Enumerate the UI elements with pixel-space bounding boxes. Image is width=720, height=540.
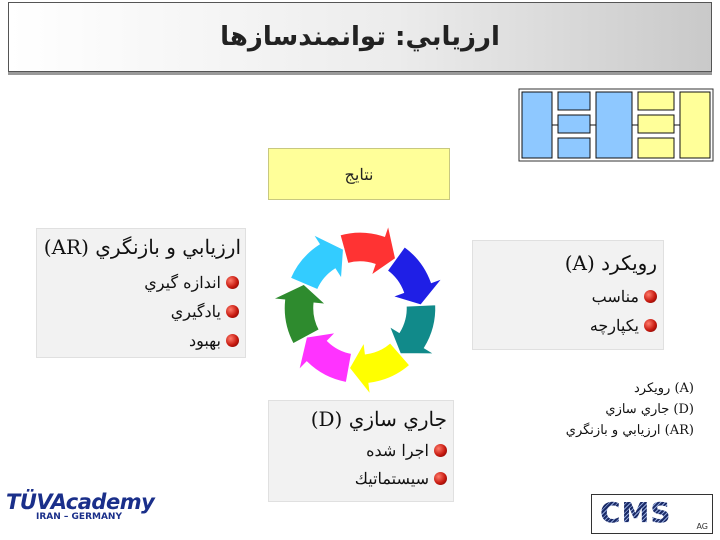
- tuv-logo-text: TÜVAcademy: [6, 490, 155, 514]
- legend: [454, 378, 694, 441]
- teal-arrow: [389, 305, 436, 355]
- assessment-heading: ارزيابي و بازنگري (AR): [43, 235, 241, 259]
- assessment-panel: [36, 228, 246, 358]
- legend-deployment: (D) جاري سازي: [605, 402, 694, 417]
- results-box: [268, 148, 450, 200]
- cms-logo: [591, 494, 713, 534]
- tuv-logo-subtitle: IRAN – GERMANY: [36, 512, 122, 522]
- approach-item: مناسب: [592, 287, 657, 306]
- red-bullet-icon: [644, 319, 657, 332]
- red-bullet-icon: [226, 334, 239, 347]
- magenta-arrow: [298, 332, 351, 383]
- deployment-item: سيستماتيك: [355, 469, 447, 488]
- page-title: ارزيابي: توانمندسازها: [220, 22, 500, 52]
- red-arrow: [340, 225, 396, 276]
- assessment-item: اندازه گيري: [144, 273, 239, 292]
- deployment-panel: [268, 400, 454, 502]
- assessment-item: يادگيري: [171, 302, 239, 321]
- legend-approach: (A) رويكرد: [634, 381, 694, 396]
- approach-panel: [472, 240, 664, 350]
- deployment-heading: جاري سازي (D): [310, 407, 447, 431]
- radar-cycle-diagram: [270, 210, 450, 406]
- cms-logo-suffix: AG: [696, 522, 708, 531]
- approach-item: يكپارچه: [590, 316, 657, 335]
- red-bullet-icon: [226, 305, 239, 318]
- red-bullet-icon: [434, 444, 447, 457]
- red-bullet-icon: [434, 472, 447, 485]
- red-bullet-icon: [226, 276, 239, 289]
- model-grid-icon: [518, 88, 714, 162]
- approach-heading: رويكرد (A): [564, 251, 657, 275]
- cms-logo-text: CMS: [600, 496, 672, 529]
- deployment-item: اجرا شده: [366, 441, 447, 460]
- assessment-item: بهبود: [189, 331, 239, 350]
- results-label: نتايج: [344, 164, 374, 184]
- title-banner: [8, 2, 712, 72]
- cyan-arrow: [290, 234, 344, 290]
- tuv-academy-logo: [6, 490, 155, 522]
- legend-assessment: (AR) ارزيابي و بازنگري: [565, 423, 694, 438]
- red-bullet-icon: [644, 290, 657, 303]
